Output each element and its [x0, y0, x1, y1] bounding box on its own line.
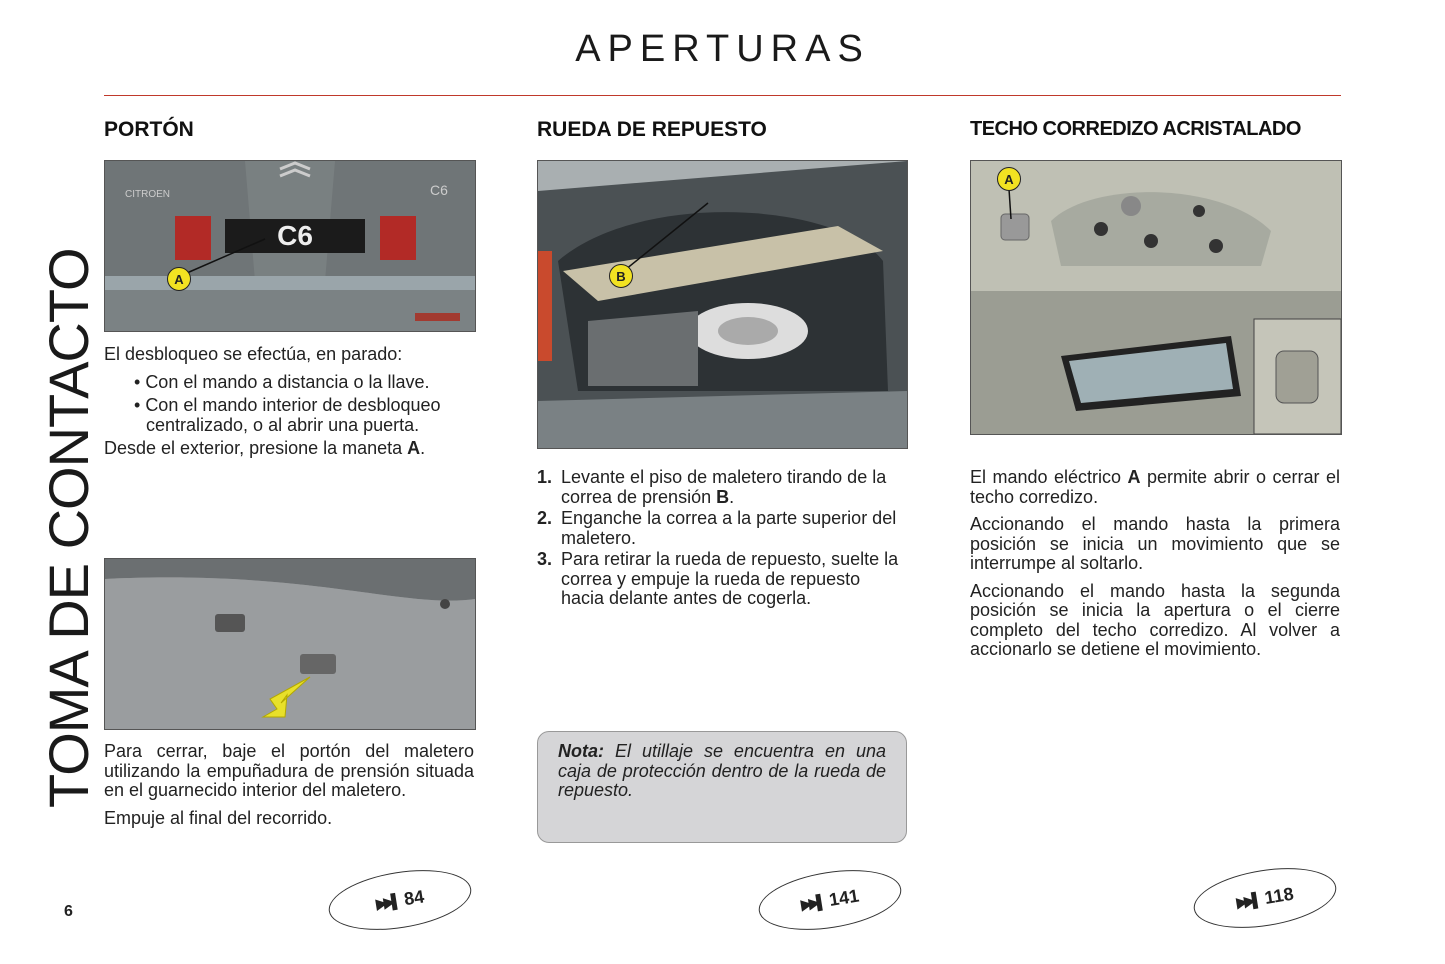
note-text: El utillaje se encuentra en una caja de protección dentro de la rueda de repuesto.: [558, 741, 886, 800]
push-paragraph: Empuje al final del recorrido.: [104, 807, 333, 828]
outside-paragraph: Desde el exterior, presione la maneta A.: [104, 438, 426, 458]
page-title: APERTURAS: [575, 28, 870, 70]
section-tab-label: TOMA DE CONTACTO: [37, 248, 100, 808]
step-item: 1. Levante el piso de maletero tirando de la correa de prensión B.: [537, 467, 887, 507]
techo-paragraph-2: Accionando el mando hasta la primera posición se inicia un movimiento que se interrumpe al soltarlo.: [970, 514, 1340, 573]
techo-paragraph-1: El mando eléctrico A permite abrir o cerrar el techo corredizo.: [970, 467, 1341, 507]
heading-porton: PORTÓN: [104, 118, 194, 141]
page-ref-118[interactable]: ▶▶▌ 118: [1190, 859, 1341, 937]
callout-b: B: [609, 264, 633, 288]
spare-wheel-illustration: [538, 161, 907, 448]
bullet-item: • Con el mando a distancia o la llave.: [134, 371, 430, 392]
tailgate-photo: [104, 160, 476, 332]
svg-text:CITROEN: CITROEN: [125, 189, 170, 200]
heading-techo: TECHO CORREDIZO ACRISTALADO: [970, 118, 1301, 140]
svg-text:C6: C6: [430, 182, 448, 198]
close-text: [104, 742, 474, 836]
page-ref-84[interactable]: ▶▶▌ 84: [325, 861, 476, 939]
sunroof-photo: [970, 160, 1342, 435]
close-paragraph: Para cerrar, baje el portón del maletero utilizando la empuñadura de prensión situada en el guarnecido interior del maletero.: [104, 741, 474, 800]
note-label: Nota:: [558, 741, 604, 761]
header-divider: [104, 95, 1341, 96]
note-box: [537, 731, 907, 843]
intro-paragraph: El desbloqueo se efectúa, en parado:: [104, 344, 403, 364]
sunroof-illustration: [971, 161, 1341, 434]
spare-wheel-photo: [537, 160, 908, 449]
page-ref-141[interactable]: ▶▶▌ 141: [755, 861, 906, 939]
trunk-lid-illustration: [105, 559, 475, 729]
porton-text: [104, 345, 474, 467]
heading-rueda: RUEDA DE REPUESTO: [537, 118, 767, 141]
step-item: 3. Para retirar la rueda de repuesto, suelte la correa y empuje la rueda de repuesto hacia delante antes de cogerla.: [537, 549, 899, 608]
svg-text:C6: C6: [277, 220, 313, 251]
callout-a-roof: A: [997, 167, 1021, 191]
rueda-steps: [537, 468, 902, 610]
fast-forward-icon: ▶▶▌: [1235, 890, 1260, 910]
trunk-lid-photo: [104, 558, 476, 730]
techo-paragraph-3: Accionando el mando hasta la segunda posición se inicia la apertura o el cierre completo del techo corredizo. Al volver a accionarlo se detiene el movimiento.: [970, 580, 1340, 659]
callout-a: A: [167, 267, 191, 291]
tailgate-illustration: [105, 161, 475, 331]
step-item: 2. Enganche la correa a la parte superior del maletero.: [537, 508, 897, 548]
page-number: 6: [64, 903, 73, 920]
fast-forward-icon: ▶▶▌: [799, 892, 825, 912]
techo-text: [970, 468, 1340, 668]
bullet-item: • Con el mando interior de desbloqueo centralizado, o al abrir una puerta.: [134, 395, 441, 435]
fast-forward-icon: ▶▶▌: [374, 891, 400, 912]
